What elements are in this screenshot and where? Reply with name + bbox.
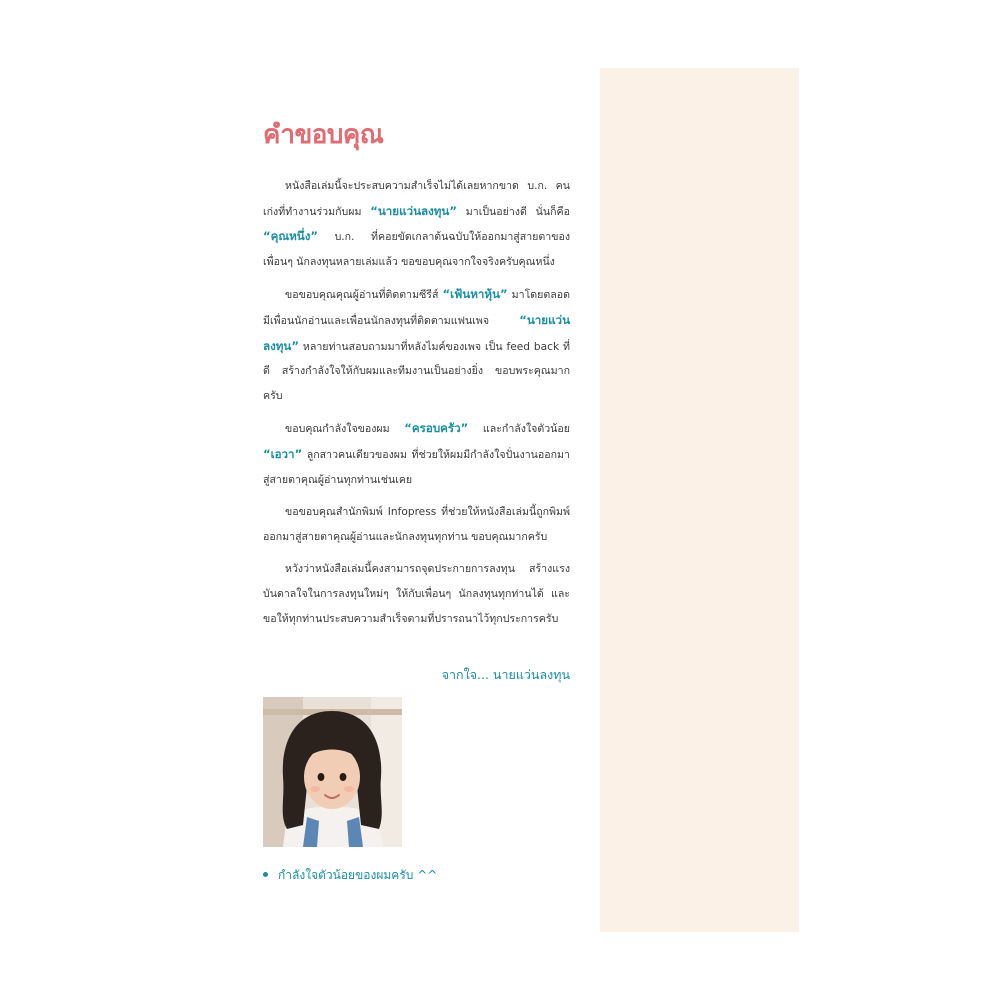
girl-portrait-image <box>263 697 402 847</box>
bullet-icon <box>263 872 268 877</box>
highlight-daughter-name: “เอวา” <box>263 446 303 461</box>
signature: จากใจ... นายแว่นลงทุน <box>441 667 570 682</box>
paragraph-2: ขอขอบคุณคุณผู้อ่านที่ติดตามซีรีส์ “เฟ้นหาหุ้น” มาโดยตลอด มีเพื่อนนักอ่านและเพื่อนนักลงทุนที่ติดตามแฟนเพจ “นายแว่นลงทุน” หลายท่านสอบถามมาที่หลังไมค์ของเพจ เป็น feed back ที่ดี สร้างกำลังใจให้กับผมและทีมงานเป็นอย่างยิ่ง ขอบพระคุณมากครับ <box>263 287 570 402</box>
paragraph-5: หวังว่าหนังสือเล่มนี้คงสามารถจุดประกายการลงทุน สร้างแรงบันดาลใจในการลงทุนใหม่ๆ ให้กับเพื่อนๆ นักลงทุนทุกท่านได้ และขอให้ทุกท่านประสบความสำเร็จตามที่ปรารถนาไว้ทุกประการครับ <box>263 563 570 625</box>
page-title: คำขอบคุณ <box>263 120 384 150</box>
highlight-page-name: “นายแว่นลงทุน” <box>370 203 457 218</box>
acknowledgement-text <box>263 174 570 639</box>
highlight-family: “ครอบครัว” <box>404 421 469 436</box>
paragraph-4: ขอขอบคุณสำนักพิมพ์ Infopress ที่ช่วยให้หนังสือเล่มนี้ถูกพิมพ์ออกมาสู่สายตาคุณผู้อ่านและนักลงทุนทุกท่าน ขอบคุณมากครับ <box>263 506 570 543</box>
daughter-photo <box>263 697 402 847</box>
highlight-editor-name: “คุณหนึ่ง” <box>263 229 318 244</box>
paragraph-1: หนังสือเล่มนี้จะประสบความสำเร็จไม่ได้เลยหากขาด บ.ก. คนเก่งที่ทำงานร่วมกับผม “นายแว่นลงทุน” มาเป็นอย่างดี นั่นก็คือ “คุณหนึ่ง” บ.ก. ที่คอยขัดเกลาต้นฉบับให้ออกมาสู่สายตาของเพื่อนๆ นักลงทุนหลายเล่มแล้ว ขอขอบคุณจากใจจริงครับคุณหนึ่ง <box>263 180 571 268</box>
highlight-page-name: “นายแว่นลงทุน” <box>263 312 570 353</box>
paragraph-3: ขอบคุณกำลังใจของผม “ครอบครัว” และกำลังใจตัวน้อย “เอวา” ลูกสาวคนเดียวของผม ที่ช่วยให้ผมมีกำลังใจปั่นงานออกมาสู่สายตาคุณผู้อ่านทุกท่านเช่นเคย <box>263 421 570 486</box>
highlight-series-name: “เฟ้นหาหุ้น” <box>442 287 508 302</box>
side-panel <box>600 68 799 932</box>
book-page <box>200 68 600 932</box>
photo-caption: กำลังใจตัวน้อยของผมครับ ^^ <box>263 865 437 885</box>
